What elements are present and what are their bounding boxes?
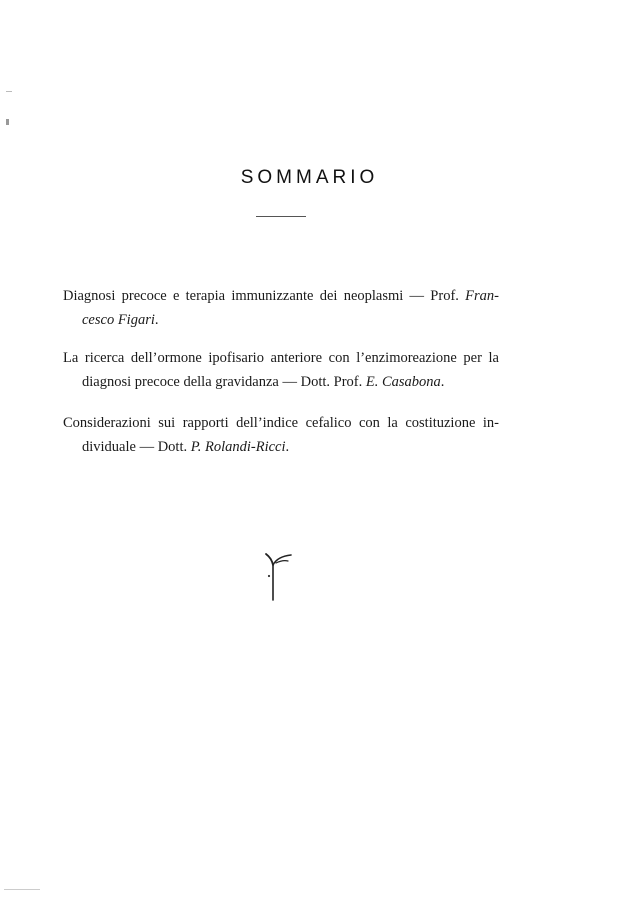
entry-suffix: . — [440, 374, 445, 390]
entry-suffix: . — [285, 439, 290, 455]
entry-text: Considerazioni sui rapporti dell’indice cefalico con la costituzione in- — [63, 415, 499, 431]
contents-entry — [63, 411, 499, 459]
entry-line-2 — [63, 308, 499, 332]
entry-line-2 — [63, 370, 499, 394]
entry-text: Diagnosi precoce e terapia immunizzante dei neoplasmi — Prof. — [63, 288, 466, 304]
entry-line-2 — [63, 435, 499, 459]
entry-text: dividuale — Dott. — [82, 439, 191, 455]
scan-edge-mark — [4, 889, 40, 890]
page-title: SOMMARIO — [240, 167, 379, 188]
title-divider — [256, 216, 306, 217]
entry-suffix: . — [154, 312, 159, 328]
entry-author: Fran- — [465, 288, 499, 304]
entry-author: cesco Figari — [82, 312, 155, 328]
entry-author: P. Rolandi-Ricci — [190, 439, 286, 455]
printer-mark-icon — [262, 551, 298, 603]
entry-text: La ricerca dell’ormone ipofisario anteriore con l’enzimoreazione per la — [63, 350, 499, 366]
contents-entry — [63, 284, 499, 332]
scan-edge-mark — [6, 91, 12, 92]
entry-line-1 — [63, 411, 499, 435]
entry-text: diagnosi precoce della gravidanza — Dott. Prof. — [82, 374, 366, 390]
scan-edge-mark — [6, 119, 9, 125]
entry-line-1 — [63, 346, 499, 370]
entry-author: E. Casabona — [365, 374, 441, 390]
entry-line-1 — [63, 284, 499, 308]
contents-entry — [63, 346, 499, 394]
